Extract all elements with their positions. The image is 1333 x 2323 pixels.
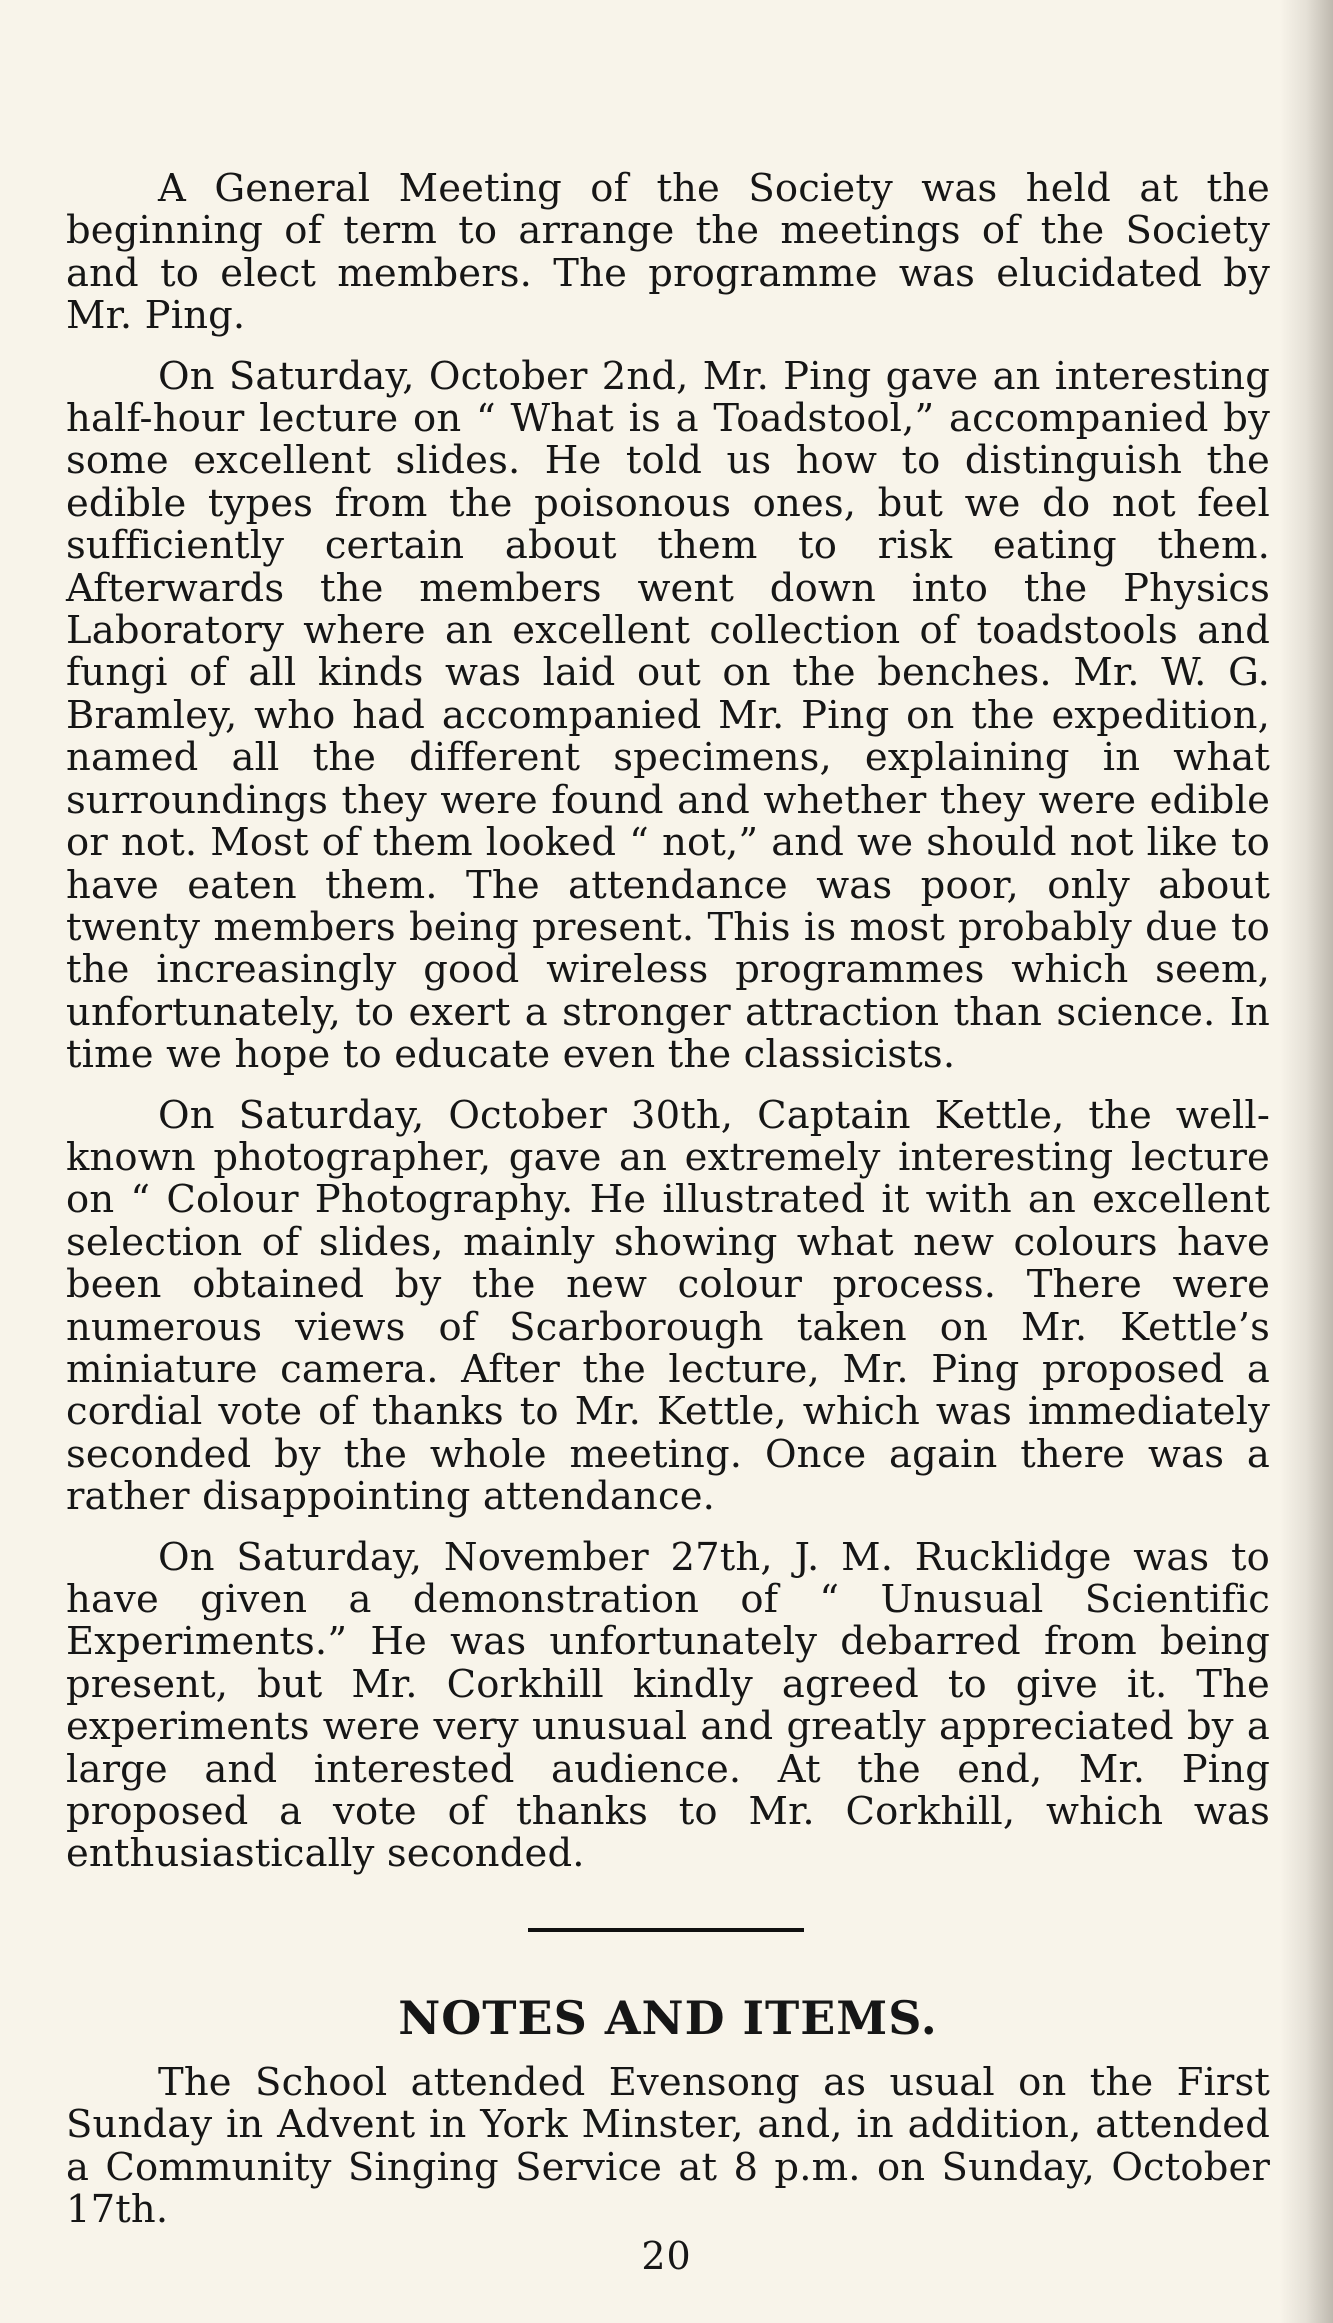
notes-heading: NOTES AND ITEMS.	[398, 1991, 938, 2045]
society-report	[66, 168, 1270, 1894]
paragraph-general-meeting: A General Meeting of the Society was held at the beginning of term to arrange the meetings of the Society and to elect members. The programme was elucidated by Mr. Ping.	[66, 166, 1270, 339]
paragraph-evensong: The School attended Evensong as usual on the First Sunday in Advent in York Minster, and, in addition, attended a Community Singing Service at 8 p.m. on Sunday, October 17th.	[66, 2060, 1270, 2233]
paragraph-toadstool-lecture: On Saturday, October 2nd, Mr. Ping gave an interesting half-hour lecture on “ What is a Toadstool,” accompanied by some excellent slides. He told us how to distinguish the edible types from the poisonous ones, but we do not feel sufficiently certain about them to risk eating them. Afterwards the members went down into the Physics Laboratory where an excellent collection of toadstools and fungi of all kinds was laid out on the benches. Mr. W. G. Bramley, who had accompanied Mr. Ping on the expedition, named all the different specimens, explaining in what surroundings they were found and whether they were edible or not. Most of them looked “ not,” and we should not like to have eaten them. The attendance was poor, only about twenty members being present. This is most probably due to the increasingly good wireless programmes which seem, unfortunately, to exert a stronger attraction than science. In time we hope to educate even the classicists.	[66, 353, 1270, 1078]
page-number: 20	[641, 2234, 692, 2278]
section-divider	[528, 1928, 804, 1932]
paragraph-scientific-experiments: On Saturday, November 27th, J. M. Rucklidge was to have given a demonstration of “ Unusual Scientific Experiments.” He was unfortunately debarred from being present, but Mr. Corkhill kindly agreed to give it. The experiments were very unusual and greatly appreciated by a large and interested audience. At the end, Mr. Ping proposed a vote of thanks to Mr. Corkhill, which was enthusiastically seconded.	[66, 1534, 1270, 1877]
notes-section	[66, 2062, 1270, 2250]
paragraph-colour-photography: On Saturday, October 30th, Captain Kettle, the well-known photographer, gave an extremely interesting lecture on “ Colour Photography. He illustrated it with an excellent selection of slides, mainly showing what new colours have been obtained by the new colour process. There were numerous views of Scarborough taken on Mr. Kettle’s miniature camera. After the lecture, Mr. Ping proposed a cordial vote of thanks to Mr. Kettle, which was immediately seconded by the whole meeting. Once again there was a rather disappointing attendance.	[66, 1092, 1270, 1520]
